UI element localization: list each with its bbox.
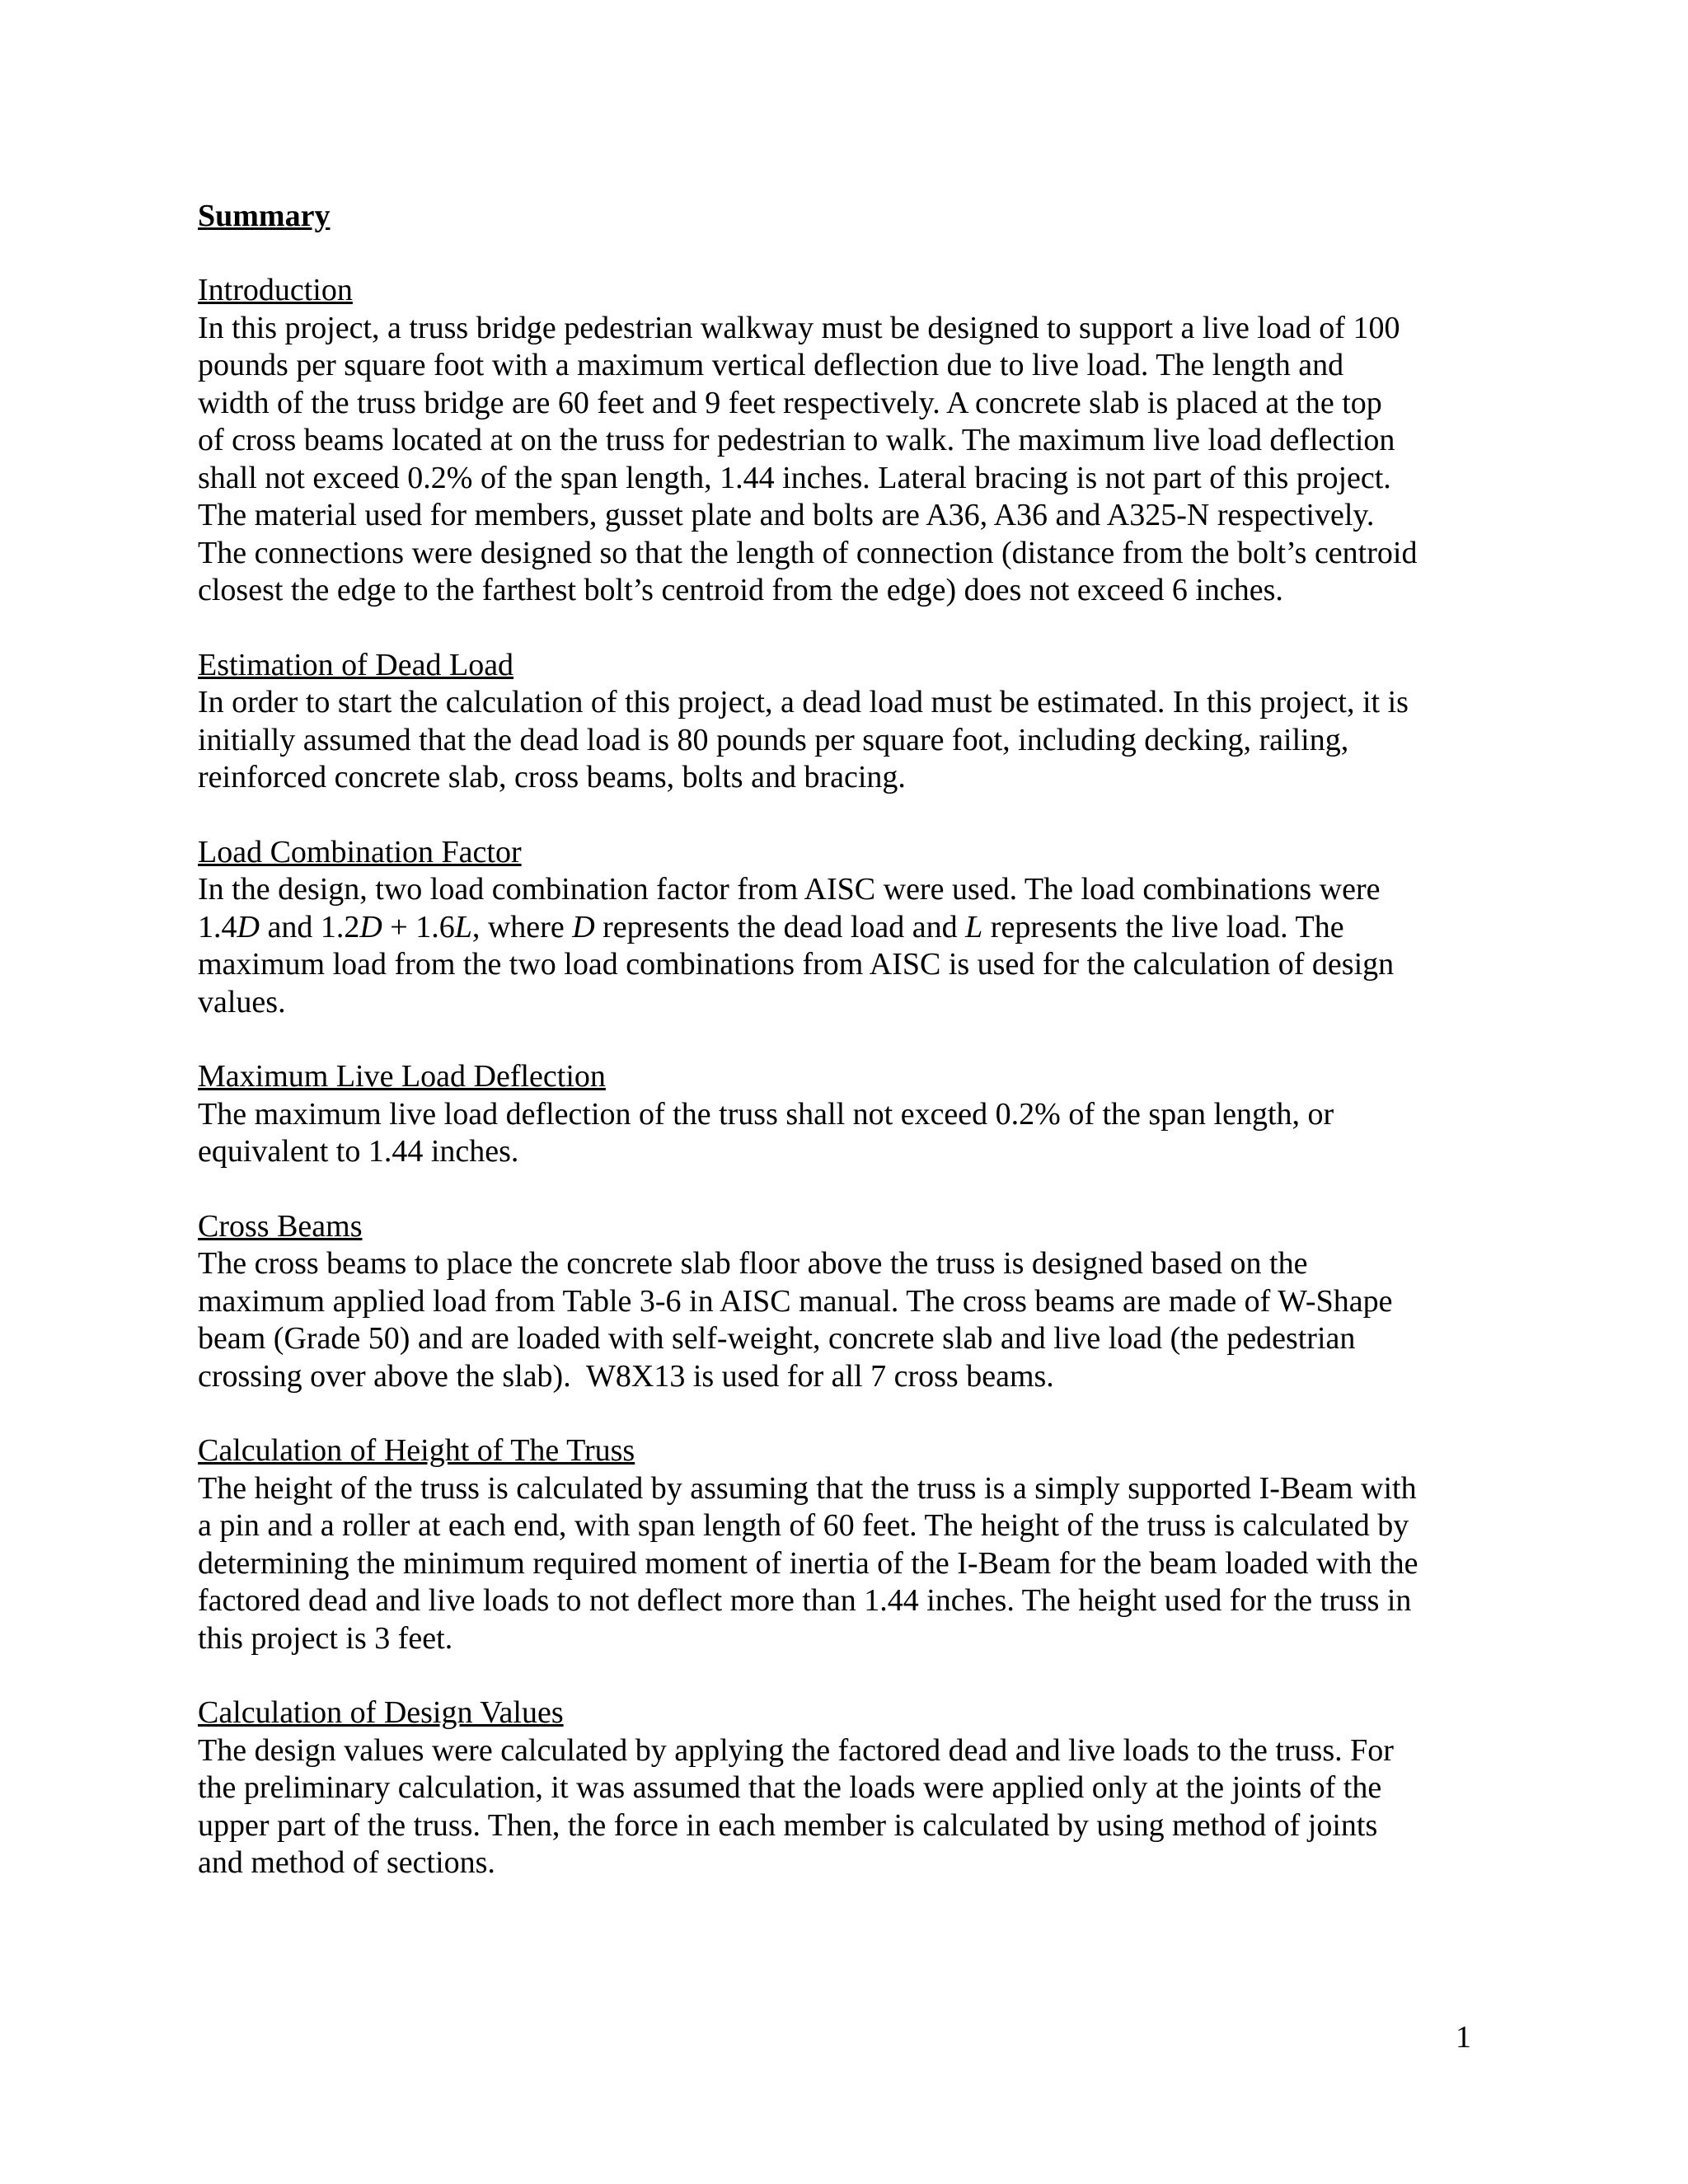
- document-page: [198, 198, 1500, 1919]
- section-heading: Estimation of Dead Load: [198, 647, 514, 682]
- section-live-load-deflection: [198, 1058, 1500, 1171]
- text-line: initially assumed that the dead load is 80 pounds per square foot, including decking, railing,: [198, 722, 1349, 757]
- section-heading: Calculation of Height of The Truss: [198, 1433, 635, 1468]
- section-heading: Calculation of Design Values: [198, 1695, 564, 1730]
- page-number: 1: [1456, 2020, 1471, 2055]
- section-body: [198, 1732, 1500, 1882]
- text-run: represents the dead load and: [594, 909, 966, 944]
- text-line: values.: [198, 984, 286, 1019]
- text-line: pounds per square foot with a maximum vertical deflection due to live load. The length and: [198, 348, 1344, 382]
- section-body: [198, 1096, 1500, 1171]
- variable-dead-load: D: [237, 909, 260, 944]
- text-line: The connections were designed so that the length of connection (distance from the bolt’s centroid: [198, 535, 1418, 570]
- text-line: shall not exceed 0.2% of the span length, 1.44 inches. Lateral bracing is not part of this project.: [198, 460, 1391, 495]
- text-line: a pin and a roller at each end, with span length of 60 feet. The height of the truss is calculated by: [198, 1508, 1409, 1543]
- section-truss-height: [198, 1432, 1500, 1657]
- document-title: Summary: [198, 199, 331, 233]
- text-line: and method of sections.: [198, 1845, 495, 1880]
- variable-dead-load: D: [359, 909, 382, 944]
- text-line: maximum applied load from Table 3-6 in AISC manual. The cross beams are made of W-Shape: [198, 1283, 1393, 1319]
- text-line: the preliminary calculation, it was assumed that the loads were applied only at the joints of the: [198, 1770, 1382, 1805]
- section-body: [198, 1245, 1500, 1395]
- text-line: The design values were calculated by applying the factored dead and live loads to the truss. For: [198, 1732, 1394, 1768]
- section-body: [198, 1470, 1500, 1658]
- section-introduction: [198, 272, 1500, 610]
- section-body: [198, 871, 1500, 1021]
- text-line: width of the truss bridge are 60 feet and 9 feet respectively. A concrete slab is placed at the top: [198, 385, 1382, 420]
- text-line: of cross beams located at on the truss for pedestrian to walk. The maximum live load deflection: [198, 423, 1395, 457]
- text-line: factored dead and live loads to not deflect more than 1.44 inches. The height used for the truss in: [198, 1583, 1412, 1618]
- text-run: + 1.6: [382, 909, 455, 944]
- section-cross-beams: [198, 1208, 1500, 1396]
- variable-live-load: L: [454, 909, 472, 944]
- section-heading: Maximum Live Load Deflection: [198, 1059, 606, 1094]
- section-dead-load: [198, 647, 1500, 797]
- section-heading: Cross Beams: [198, 1208, 363, 1244]
- section-design-values: [198, 1694, 1500, 1882]
- text-line: reinforced concrete slab, cross beams, bolts and bracing.: [198, 760, 906, 794]
- text-line: beam (Grade 50) and are loaded with self-weight, concrete slab and live load (the pedestrian: [198, 1321, 1356, 1356]
- text-line: In this project, a truss bridge pedestrian walkway must be designed to support a live load of 100: [198, 310, 1400, 345]
- section-load-combination: [198, 834, 1500, 1022]
- text-run: , where: [471, 909, 573, 944]
- text-line: The maximum live load deflection of the truss shall not exceed 0.2% of the span length, or: [198, 1096, 1334, 1132]
- text-run: represents the live load. The: [982, 909, 1344, 944]
- text-line: The cross beams to place the concrete slab floor above the truss is designed based on the: [198, 1246, 1308, 1281]
- section-heading: Introduction: [198, 273, 353, 307]
- section-heading: Load Combination Factor: [198, 834, 522, 869]
- text-run: and 1.2: [259, 909, 360, 944]
- section-body: [198, 310, 1500, 610]
- text-run: 1.4: [198, 909, 237, 944]
- section-body: [198, 684, 1500, 797]
- text-line: maximum load from the two load combinations from AISC is used for the calculation of design: [198, 947, 1395, 982]
- text-line: equivalent to 1.44 inches.: [198, 1134, 519, 1169]
- variable-dead-load: D: [572, 909, 595, 944]
- text-line: The material used for members, gusset plate and bolts are A36, A36 and A325-N respectively.: [198, 498, 1375, 532]
- text-line: crossing over above the slab). W8X13 is used for all 7 cross beams.: [198, 1358, 1054, 1394]
- text-line: closest the edge to the farthest bolt’s centroid from the edge) does not exceed 6 inches.: [198, 573, 1283, 607]
- text-line: upper part of the truss. Then, the force in each member is calculated by using method of joints: [198, 1807, 1378, 1843]
- text-line: In order to start the calculation of this project, a dead load must be estimated. In this project, it is: [198, 685, 1409, 719]
- variable-live-load: L: [965, 909, 983, 944]
- text-line: this project is 3 feet.: [198, 1620, 453, 1656]
- text-line: The height of the truss is calculated by assuming that the truss is a simply supported I-Beam with: [198, 1470, 1417, 1506]
- text-line: In the design, two load combination factor from AISC were used. The load combinations were: [198, 872, 1381, 907]
- text-line: determining the minimum required moment of inertia of the I-Beam for the beam loaded with the: [198, 1545, 1418, 1581]
- text-line-formula: [198, 909, 1500, 947]
